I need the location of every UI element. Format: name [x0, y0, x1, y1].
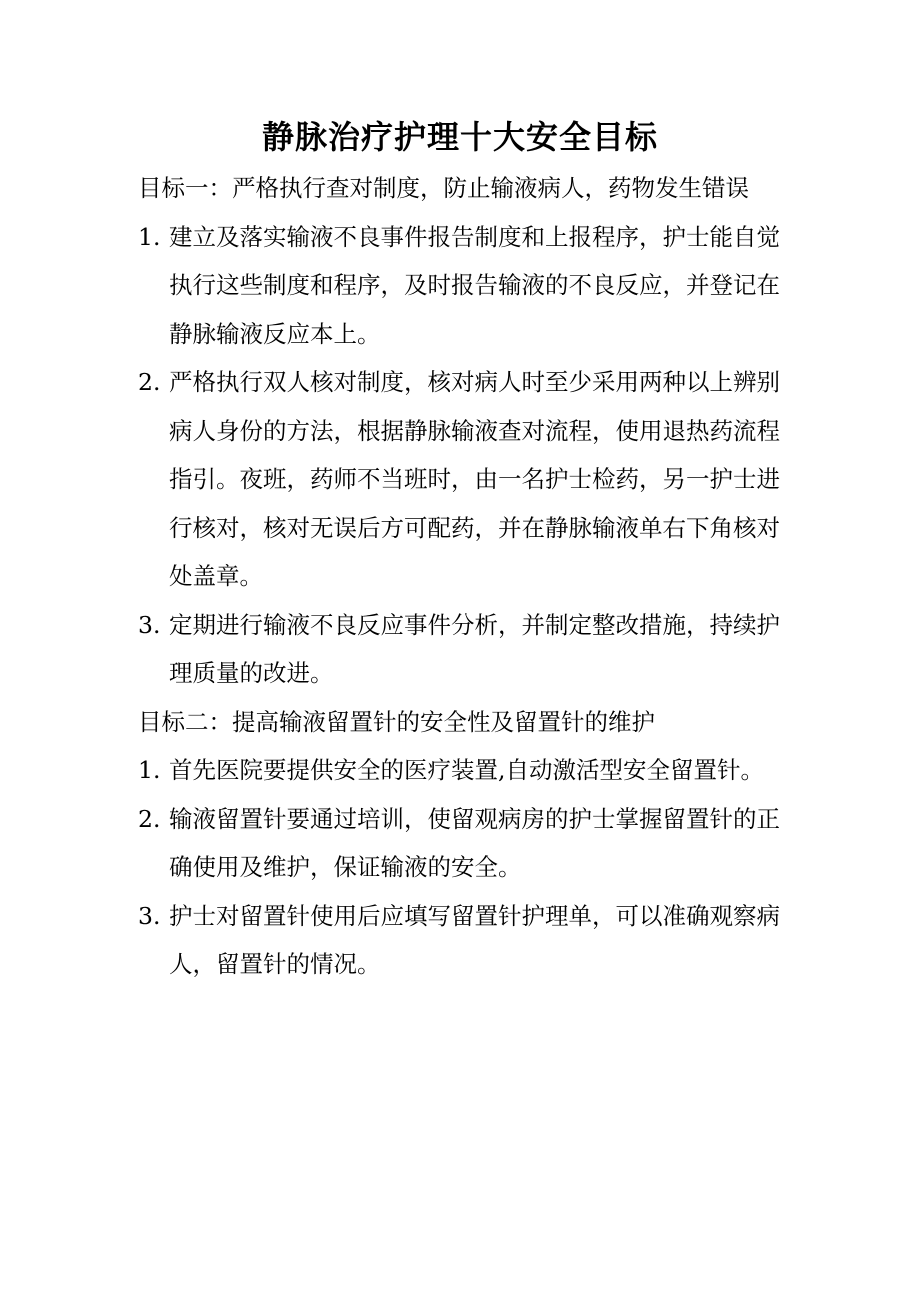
list-item-number: 3.	[138, 901, 161, 930]
list-item-text: 定期进行输液不良反应事件分析，并制定整改措施，持续护理质量的改进。	[169, 610, 780, 687]
list-item-number: 3.	[138, 610, 161, 639]
list-item-text: 严格执行双人核对制度，核对病人时至少采用两种以上辨别病人身份的方法，根据静脉输液查对流程，使用退热药流程指引。夜班，药师不当班时，由一名护士检药，另一护士进行核对，核对无误后方可配药，并在静脉输液单右下角核对处盖章。	[169, 368, 780, 590]
list-item-number: 2.	[138, 804, 161, 833]
goal-heading-2: 目标二：提高输液留置针的安全性及留置针的维护	[138, 707, 655, 736]
list-item	[138, 601, 798, 698]
list-item	[138, 746, 798, 795]
list-item	[138, 358, 798, 601]
document-body	[138, 164, 798, 989]
list-item	[138, 892, 798, 989]
goal-heading-1: 目标一：严格执行查对制度，防止输液病人，药物发生错误	[138, 174, 749, 202]
list-item-number: 1.	[138, 222, 161, 251]
list-item-text: 护士对留置针使用后应填写留置针护理单，可以准确观察病人，留置针的情况。	[169, 901, 780, 978]
list-item-text: 建立及落实输液不良事件报告制度和上报程序，护士能自觉执行这些制度和程序，及时报告输液的不良反应，并登记在静脉输液反应本上。	[169, 222, 780, 348]
list-item-number: 2.	[138, 368, 161, 396]
list-item-text: 首先医院要提供安全的医疗装置,自动激活型安全留置针。	[169, 756, 764, 784]
page-title: 静脉治疗护理十大安全目标	[261, 118, 658, 156]
list-item	[138, 795, 798, 892]
list-item-text: 输液留置针要通过培训，使留观病房的护士掌握留置针的正确使用及维护，保证输液的安全。	[169, 804, 780, 881]
list-item	[138, 213, 798, 359]
list-item-number: 1.	[138, 756, 161, 784]
